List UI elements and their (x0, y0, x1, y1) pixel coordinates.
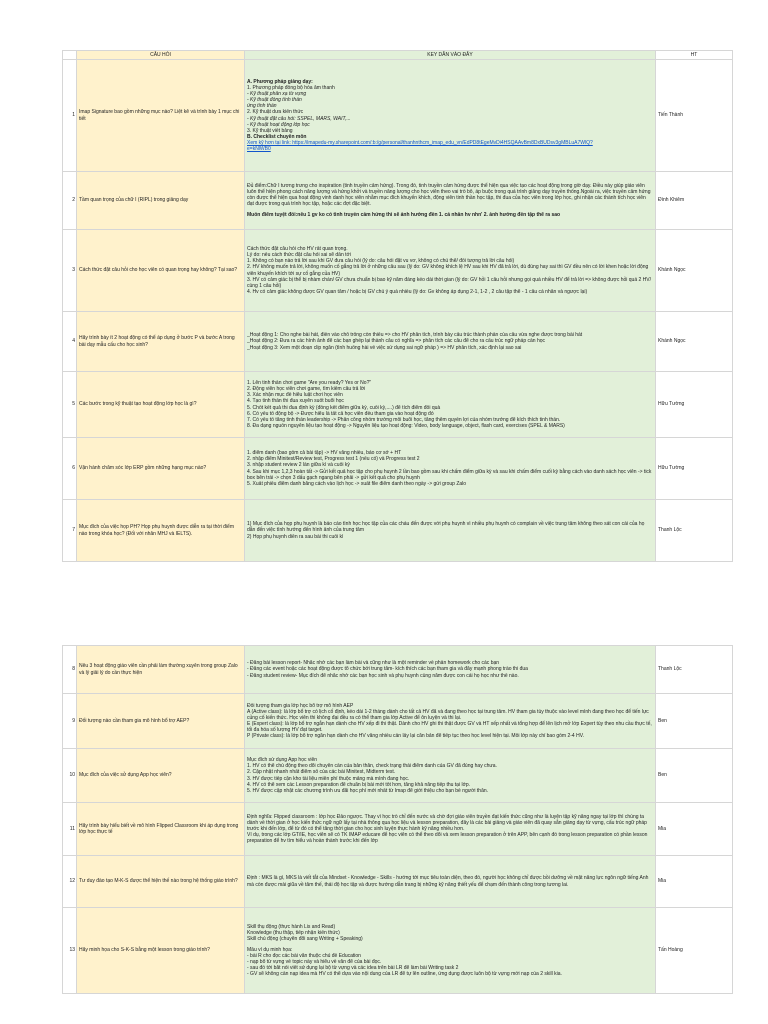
key-line: 5. HV được cập nhật các chương trình ưu đãi học phí mới nhất từ Imap để giới thiệu cho bạn bè người thân. (247, 787, 489, 794)
key-line: 2. HV không muốn trả lời, không muốn cố gắng trả lời ở những câu sau (lý do: GV không khích lệ HV sau khi HV đã trả lời, dù đúng hay sai thì GV đều nên có lời khen hoặc lời động viên khuyến khích tới sự cố gắng của HV) (247, 264, 649, 277)
key-line: Lý do: nếu cách thức đặt câu hỏi sai sẽ dẫn tới (247, 252, 351, 259)
question-cell: Imap Signature bao gồm những mục nào? Liệt kê và trình bày 1 mục chi tiết (77, 60, 245, 172)
key-line: 7. Có yếu tố tăng tinh thần leadership -> Phân công nhóm trưởng mỗi buổi học, tăng thêm quyền lợi của nhóm trưởng để kích thích tinh thần. (247, 416, 561, 423)
key-cell (245, 908, 656, 994)
key-line: _Hoạt động 3: Xem một đoạn clip ngắn (tình huống hài về việc sử dụng sai ngữ pháp ) => HV phân tích, xác định lại sao sai (247, 344, 522, 351)
key-line: - Kỹ thuật đặt câu hỏi: SSPEL, MARS, WAIT,... (247, 115, 351, 122)
header-ht: HT (656, 51, 733, 60)
ht-cell: Hữu Tường (656, 372, 733, 438)
table-row (63, 646, 733, 694)
key-cell (245, 500, 656, 562)
ht-cell: Mia (656, 803, 733, 856)
question-cell: Mục đích của việc sử dụng App học viên? (77, 749, 245, 803)
key-line: Skill chủ động (chuyển đổi sang Writing + Speaking) (247, 935, 363, 942)
key-line: E (Expert class): là lớp bổ trợ ngắn hạn dành cho HV xếp đi thi thật. Dành cho HV ghi thi thật được GV và HT xếp nhất và tổng hợp để lên lịch mở lớp Expert tùy theo nhu cầu thực tế, tối đa hóa số lượng HV đạt target. (247, 721, 652, 734)
table-row (63, 372, 733, 438)
row-number: 8 (63, 646, 77, 694)
key-line: 1. Không có bạn nào trả lời sau khi GV đưa câu hỏi (lý do: câu hỏi đặt vu vơ, không có chủ thể/ đối tượng trả lời câu hỏi) (247, 258, 515, 265)
key-line: B. Checklist chuyên môn (247, 133, 307, 140)
table-row (63, 856, 733, 908)
spreadsheet-table-top (62, 50, 733, 562)
question-cell: Các bước trong kỹ thuật tạo hoạt động lớp học là gì? (77, 372, 245, 438)
key-line: Đủ điểm:Chữ I tương trưng cho inspiration (tinh truyền cảm hứng). Trong đó, tinh truyền cảm hứng được thể hiện qua việc tạo các hoạt động trong giờ dạy. Điều này giúp giáo viên luôn thể hiện phong cách năng lượng và hứng khởi và truyền năng lượng cho học viên theo vai trò bô, áp buộc trong quá trình giảng dạy truyền thống.Ngoài ra, việc truyền cảm hứng còn được thể hiện qua hoạt động vinh danh học viên nhằm mục đích khuyến khích, động viên tinh thần học tập, thi đua của học viên trong lớp học, ghi nhận các thành tích học viên đạt được trong quá trình học tập, hoặc các đợt đặc biệt. (247, 182, 651, 208)
ht-cell: Ben (656, 694, 733, 749)
key-line: Định : MKS là gì, MKS là viết tắt của Mindset - Knowledge - Skills - hướng tới mục tiêu toàn diện, theo đó, người học không chỉ được bồi dưỡng về mặt năng lực ngôn ngữ tiếng Anh mà còn được mài giũa về tâm thế, thái độ học tập và được hướng dẫn trang bị những kỹ năng thiết yếu để chạm đến thành công trong tương lai. (247, 875, 649, 888)
key-line: 2. nhập điểm Minitest/Review test, Progress test 1 (nếu có) và Progress test 2 (247, 456, 420, 463)
key-line: - Kỹ thuật phân xạ từ vựng (247, 91, 307, 98)
question-cell: Vận hành chăm sóc lớp ERP gồm những hạng mục nào? (77, 438, 245, 500)
key-line: A. Phương pháp giảng dạy: (247, 78, 313, 85)
row-number: 4 (63, 312, 77, 372)
question-cell: Nêu 3 hoạt động giáo viên cần phải làm thường xuyên trong group Zalo và lý giải lý do cần thực hiện (77, 646, 245, 694)
key-cell (245, 438, 656, 500)
table-row (63, 749, 733, 803)
key-line: Mẫu ví dụ minh họa: (247, 946, 293, 953)
key-line: - Đăng các event hoặc các hoạt động được tổ chức bởi trung tâm- kích thích các bạn tham gia và đây mạnh phong trào thi đua (247, 666, 528, 673)
key-line: Mục đích sử dụng App học viên (247, 757, 318, 764)
key-line: 4. Sau khi mục 1,2,3 hoàn tất -> Gửi kết quả học tập cho phụ huynh 2 lần bao gồm sau khi chấm điểm giữa kỳ và sau khi chấm điểm cuối kỳ bằng cách vào danh sách học viên -> tick box bên trái -> chọn 3 dấu gạch ngang bên phải -> gửi kết quả cho phụ huynh (247, 468, 652, 481)
key-line: 2. Cập nhật nhanh nhất điểm số của các bài Minitest, Midterm test. (247, 769, 396, 776)
key-cell (245, 312, 656, 372)
key-line: 3. Xác nhận mục đề hiểu luật chơi học viên (247, 392, 343, 399)
key-line: 3. HV có cảm giác bị thể bị nhàm chán/ GV chưa chuẩn bị bao kỹ năm đáng kéo dài thời gian (lý do: GV hỏi 1 câu hỏi nhưng gọi quá nhiều HV để trả lời => không được hỏi quá 2 HV/ cùng 1 câu hỏi) (247, 276, 652, 289)
key-line: 6. Có yếu tố động bộ -> Được hiểu là tất cả học viên đều tham gia vào hoạt động đó (247, 410, 434, 417)
key-line: Muốn điểm tuyệt đối:nêu 1 gv ko có tinh truyền cảm hứng thì sẽ ảnh hưởng đến 1. cá nhân hv nhn' 2. ảnh hưởng đến tập thể ra sao (247, 212, 561, 219)
key-cell (245, 803, 656, 856)
key-line: 1. Phương pháp đồng bộ hóa âm thanh (247, 85, 335, 92)
key-line: 1. Lên tinh thần chơi game "Are you ready? Yes or No?" (247, 380, 372, 387)
row-number: 7 (63, 500, 77, 562)
row-number: 13 (63, 908, 77, 994)
key-cell (245, 646, 656, 694)
row-number: 9 (63, 694, 77, 749)
ht-cell: Tiến Thành (656, 60, 733, 172)
question-cell: Tư duy đào tạo M-K-S được thể hiện thế nào trong hệ thống giáo trình? (77, 856, 245, 908)
table-row (63, 172, 733, 230)
key-cell (245, 856, 656, 908)
row-number: 1 (63, 60, 77, 172)
key-line: 3. Kỹ thuật viết bảng (247, 127, 293, 134)
reference-link[interactable]: Xem kỹ hơn tại link: https://imapedu-my.sharepoint.com/:b:/g/personal/thanhnthcm_imap_edu_vn/EdPD8tEgeMvDi4HSQAAvBm8DxBUDsv3gMBLuA7WlQ? (247, 139, 593, 146)
key-line: Định nghĩa: Flipped classroom : lớp học Đảo ngược. Thay vì học trò chỉ đến nước và chờ đợi giáo viên truyền đạt kiến thức cũng như là luyện tập kỹ năng ngay tại lớp thì chúng ta dành về thời gian ở học kiến thức ngữ ngữ lấy tại nhà thông qua học liệu và lesson preparation, đây là các bài giảng và giáo viên đã quay sẵn giảng dạy từ vựng, cấu trúc ngữ pháp trước khi đến lớp, để từ đó có thể tăng thời gian cho học sinh luyện thực hành kỹ năng nhiều hơn. (247, 813, 647, 832)
ht-cell: Thanh Lộc (656, 500, 733, 562)
table-row (63, 803, 733, 856)
key-line: - Kỹ thuật hoạt động lớp học (247, 121, 310, 128)
row-number: 12 (63, 856, 77, 908)
ht-cell: Tấn Hoàng (656, 908, 733, 994)
key-line: 4. HV có thể xem các Lesson preparation để chuẩn bị bài mới tốt hơn, tăng khả năng tiếp thu tại lớp. (247, 781, 471, 788)
row-number: 10 (63, 749, 77, 803)
key-line: P (Private class): là lớp bổ trợ ngắn hạn dành cho HV vắng nhiều cần lấy lại căn bản để tiếp tục theo học level hiện tại. Mỗi lớp này chỉ bao gồm 2-4 HV. (247, 733, 584, 740)
key-line: 5. Chốt kết quả thi đua định kỳ (đồng kết điểm giữa kỳ, cuối kỳ,....) để tích điểm đối quà (247, 404, 441, 411)
row-number: 5 (63, 372, 77, 438)
row-number: 2 (63, 172, 77, 230)
key-line: 4. Hv có cảm giác không được GV quan tâm / hoặc bị GV chú ý quá nhiều (lý do: Gv không áp dụng 2-1, 1-2 , 2 câu tập thể - 1 câu cá nhân và ngược lại) (247, 288, 588, 295)
ht-cell: Ben (656, 749, 733, 803)
ht-cell: Đình Khiêm (656, 172, 733, 230)
key-line: - nạp bổ từ vựng về topic này và hiểu về văn để của bài đọc. (247, 959, 382, 966)
key-line: Đối tượng tham gia lớp học bổ trợ mô hình AEP (247, 702, 354, 709)
row-number: 6 (63, 438, 77, 500)
reference-link[interactable]: e=kNlWB0 (247, 145, 271, 152)
header-no (63, 51, 77, 60)
key-line: Ví dụ, trong các lớp GT/IE, học viên sẽ có TK IMAP educare để học viên có thể theo dõi và xem lesson preparation ở trên APP, bên cạnh đó trong lesson preparation có phần lesson preparation để hv tìm hiểu và hoàn thành trước khi đến lớp (247, 832, 648, 845)
row-number: 11 (63, 803, 77, 856)
key-line: _Hoạt động 1: Cho nghe bài hát, điền vào chỗ trống còn thiếu => cho HV phân tích, trình bày cấu trúc thành phần của câu vừa nghe được trong bài hát (247, 332, 583, 339)
key-cell (245, 694, 656, 749)
key-line: _Hoạt động 2: Đưa ra các hình ảnh để các bạn ghép lại thành câu có nghĩa => phân tích các câu để cho ra cấu trúc ngữ pháp cần học (247, 338, 546, 345)
header-question: CÂU HỎI (77, 51, 245, 60)
key-cell (245, 749, 656, 803)
key-line: 2. Kỹ thuật dưa kiến thức (247, 109, 304, 116)
question-cell: Đối tượng nào cần tham gia mô hình bổ trợ AEP? (77, 694, 245, 749)
spreadsheet-table-bottom (62, 645, 733, 994)
ht-cell: Mia (656, 856, 733, 908)
question-cell: Cách thức đặt câu hỏi cho học viên có quan trọng hay không? Tại sao? (77, 230, 245, 312)
table-row (63, 500, 733, 562)
key-line: - GV sẽ không cần nạp idea mà HV có thể dựa vào nội dung của LR để tự lên outline, ứng dụng được luôn bộ từ vựng mới nạp của 2 skill kia. (247, 971, 562, 978)
key-line: 2. Động viên học viên chơi game, tìm kiếm câu trả lời (247, 386, 366, 393)
ht-cell: Khánh Ngọc (656, 312, 733, 372)
key-line: 1) Mục đích của họp phụ huynh là báo cáo tình học học tập của các cháu đến được với phụ huynh vì nhiều phụ huynh có complain về việc trung tâm không theo sát con cái của họ dẫn đến việc tình hướng đến hình ảnh của trung tâm (247, 521, 645, 534)
table-row (63, 230, 733, 312)
key-line: 2) Họp phụ huynh diễn ra sau bài thi cuối kì (247, 533, 344, 540)
key-cell (245, 172, 656, 230)
key-line: 1. HV có thể chủ động theo dõi chuyên cần của bản thân, check trạng thái điểm danh của GV đã đúng hay chưa. (247, 763, 497, 770)
key-line: - Đăng bài lesson report- Nhắc nhở các bạn làm bài và cũng như là một reminder về phần homework cho các bạn (247, 660, 500, 667)
table-row (63, 694, 733, 749)
key-line: ứng tính thần (247, 103, 277, 110)
table-row (63, 312, 733, 372)
ht-cell: Khánh Ngọc (656, 230, 733, 312)
key-line: 3. HV được tiếp cận kho tài liệu miễn phí thuộc mảng mà mình đang học. (247, 775, 410, 782)
key-line: Skill thụ động (thực hành Lis and Read) (247, 923, 336, 930)
key-line: - Đăng student review- Mục đích để nhắc nhở các bạn học sinh và phụ huynh cùng nắm được con cái họ học như thế nào. (247, 672, 519, 679)
key-line: - sau đó tới bắt nói viết sử dụng lại bộ từ vựng và các idea trên bài LR để làm bài Writing task 2 (247, 965, 459, 972)
question-cell: Tầm quan trọng của chữ I (RIPL) trong giảng dạy (77, 172, 245, 230)
question-cell: Hãy trình bày hiểu biết về mô hình Flipped Classroom khi áp dụng trong lớp học thực tế (77, 803, 245, 856)
key-line: 5. Xuất phiếu điểm danh bằng cách vào lịch học -> xuất file điểm danh theo ngày -> gửi group Zalo (247, 480, 467, 487)
question-cell: Mục đích của việc họp PH? Họp phụ huynh được diễn ra tại thời điểm nào trong khóa học? (Đối với nhân MHJ và IELTS). (77, 500, 245, 562)
question-cell: Hãy minh họa cho S-K-S bằng một lesson trong giáo trình? (77, 908, 245, 994)
key-line: Cách thức đặt câu hỏi cho HV rất quan trọng. (247, 246, 348, 253)
ht-cell: Thanh Lộc (656, 646, 733, 694)
ht-cell: Hữu Tường (656, 438, 733, 500)
question-cell: Hãy trình bày ít 2 hoạt động có thể áp dụng ở bước P và bước A trong bài dạy mẫu cấu cho học sinh? (77, 312, 245, 372)
table-row (63, 60, 733, 172)
table-row (63, 438, 733, 500)
key-line: 3. nhập student review 2 lần giữa kì và cuối kỳ (247, 462, 350, 469)
key-line: 4. Tạo tinh thần thi đua xuyên suốt buổi học (247, 398, 344, 405)
key-line: 8. Đa dạng nguồn nguyên liệu tạo hoạt động -> Nguyên liệu tạo hoạt động: Video, body language, object, flash card, exercises (SPEL & MARS) (247, 422, 565, 429)
key-line: A (Active class): là lớp bổ trợ có lịch cố định, kéo dài 1-2 tháng dành cho tất cả HV đã và đang theo học tại trung tâm. HV tham gia tùy thuộc vào level mình đang theo học để tiến lực củng cố kiến thức. Học viên thi không đại đều ra có thể tham gia lớp Active để ôn luyện và thi lại. (247, 708, 649, 721)
key-line: Knowledge (thu thập, tiếp nhận kiến thức) (247, 929, 340, 936)
key-cell (245, 372, 656, 438)
key-line: 1. điểm danh (bao gồm cả bài tập) -> HV vắng nhiều, báo cơ sở + HT (247, 450, 402, 457)
key-line: - Kỹ thuật đồng tính thần (247, 97, 302, 104)
key-line: - bài R cho đọc các bài văn thuộc chủ đề Education (247, 953, 361, 959)
table-row (63, 908, 733, 994)
header-row (63, 51, 733, 60)
row-number: 3 (63, 230, 77, 312)
key-cell (245, 230, 656, 312)
header-key: KEY DẪN VÀO ĐÂY (245, 51, 656, 60)
key-cell (245, 60, 656, 172)
